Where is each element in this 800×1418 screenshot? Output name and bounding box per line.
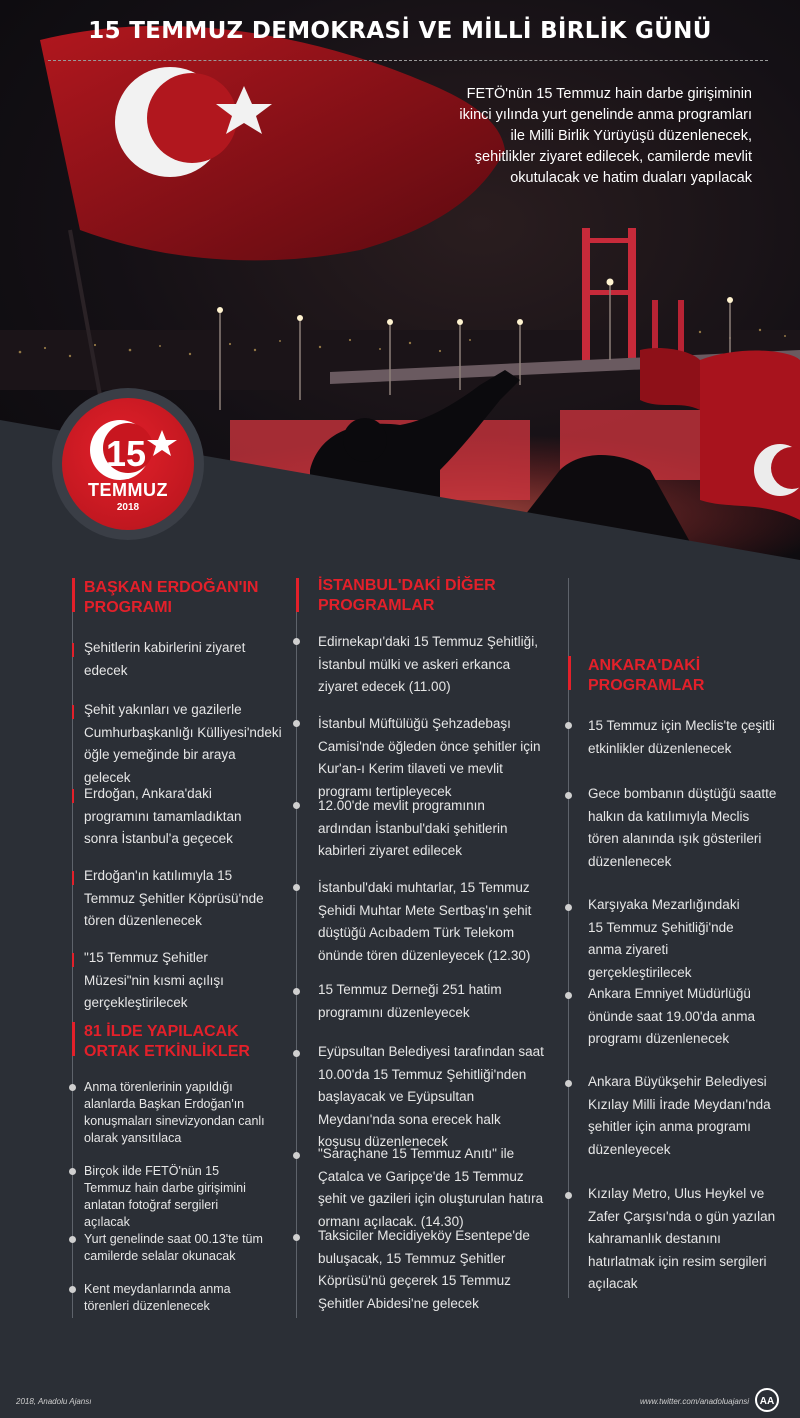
ankara-item-5: Ankara Büyükşehir Belediyesi Kızılay Milli İrade Meydanı'nda şehitler için anma programı düzenleyecek [588, 1074, 771, 1157]
item-marker [72, 643, 74, 657]
istanbul-item-2: İstanbul Müftülüğü Şehzadebaşı Camisi'nde öğleden önce şehitler için Kur'an-ı Kerim tilaveti ve mevlit programı tertipleyecek [318, 716, 541, 799]
item-dot [293, 802, 300, 809]
iller-section-title [84, 1022, 250, 1062]
ankara-section-title [588, 656, 704, 696]
erdogan-item-2: Şehit yakınları ve gazilerle Cumhurbaşkanlığı Külliyesi'ndeki öğle yemeğinde bir araya gelecek [84, 702, 282, 785]
twitter-link[interactable]: www.twitter.com/anadoluajansi [640, 1397, 750, 1406]
iller-item-2: Birçok ilde FETÖ'nün 15 Temmuz hain darbe girişimini anlatan fotoğraf sergileri açılacak [84, 1164, 246, 1229]
section-marker [568, 656, 571, 690]
column-divider-middle [296, 578, 297, 1318]
ankara-item-4: Ankara Emniyet Müdürlüğü önünde saat 19.00'da anma programı düzenlenecek [588, 986, 755, 1046]
badge-number: 15 [105, 433, 147, 474]
item-marker [72, 705, 74, 719]
istanbul-item-6: Eyüpsultan Belediyesi tarafından saat 10.00'da 15 Temmuz Şehitliği'nden başlayacak ve Eyüpsultan Meydanı'nda sona erecek halk koşusu düzenlenecek [318, 1044, 544, 1149]
istanbul-item-3: 12.00'de mevlit programının ardından İstanbul'daki şehitlerin kabirleri ziyaret edilecek [318, 798, 508, 858]
ankara-item-3: Karşıyaka Mezarlığındaki 15 Temmuz Şehitliği'nde anma ziyareti gerçekleştirilecek [588, 897, 740, 980]
istanbul-item-8: Taksiciler Mecidiyeköy Esentepe'de buluşacak, 15 Temmuz Şehitler Köprüsü'nü geçerek 15 Temmuz Şehitler Abidesi'ne gelecek [318, 1228, 530, 1311]
iller-title-line2: ORTAK ETKİNLİKLER [84, 1043, 250, 1060]
istanbul-item-5: 15 Temmuz Derneği 251 hatim programını düzenleyecek [318, 982, 502, 1020]
ankara-item-6: Kızılay Metro, Ulus Heykel ve Zafer Çarşısı'nda o gün yazılan kahramanlık destanını hatırlatmak için resim sergileri açılacak [588, 1186, 776, 1291]
anadolu-logo-icon [752, 1388, 782, 1412]
item-dot [293, 1234, 300, 1241]
item-dot [293, 720, 300, 727]
erdogan-item-1: Şehitlerin kabirlerini ziyaret edecek [84, 640, 246, 678]
istanbul-item-1: Edirnekapı'daki 15 Temmuz Şehitliği, İstanbul mülki ve askeri erkanca ziyaret edecek (11.00) [318, 634, 538, 694]
erdogan-title-line1: BAŞKAN ERDOĞAN'IN [84, 579, 259, 596]
item-dot [293, 1050, 300, 1057]
section-marker [72, 578, 75, 612]
erdogan-section-title [84, 578, 258, 618]
item-dot [293, 638, 300, 645]
page-title: 15 TEMMUZ DEMOKRASİ VE MİLLİ BİRLİK GÜNÜ [88, 18, 712, 44]
copyright-text: 2018, Anadolu Ajansı [16, 1397, 92, 1406]
15-temmuz-badge [52, 388, 204, 540]
ankara-item-1: 15 Temmuz için Meclis'te çeşitli etkinlikler düzenlenecek [588, 718, 775, 756]
erdogan-item-5: "15 Temmuz Şehitler Müzesi"nin kısmi açılışı gerçekleştirilecek [84, 950, 224, 1010]
ankara-title-line2: PROGRAMLAR [588, 677, 705, 694]
item-dot [293, 988, 300, 995]
logo-letters: AA [759, 1396, 775, 1407]
item-dot [69, 1286, 76, 1293]
istanbul-title-line2: PROGRAMLAR [318, 597, 435, 614]
iller-item-4: Kent meydanlarında anma törenleri düzenlenecek [84, 1282, 231, 1313]
item-dot [293, 1152, 300, 1159]
intro-text: FETÖ'nün 15 Temmuz hain darbe girişiminin ikinci yılında yurt genelinde anma programları ile Milli Birlik Yürüyüşü düzenlenecek, şehitlikler ziyaret edilecek, camilerde mevlit okutulacak ve hatim duaları yapılacak [459, 86, 752, 186]
item-dot [565, 904, 572, 911]
section-marker [296, 578, 299, 612]
item-dot [293, 884, 300, 891]
istanbul-item-7: "Saraçhane 15 Temmuz Anıtı" ile Çatalca ve Garipçe'de 15 Temmuz şehit ve gazileri için oluşturulan hatıra ormanı açılacak. (14.30) [318, 1146, 544, 1229]
item-marker [72, 953, 74, 967]
istanbul-item-4: İstanbul'daki muhtarlar, 15 Temmuz Şehidi Muhtar Mete Sertbaş'ın şehit düştüğü Acıbadem Türk Telekom önünde tören düzenleyecek (12.30) [318, 880, 532, 963]
istanbul-title-line1: İSTANBUL'DAKİ DİĞER [318, 577, 496, 594]
erdogan-item-4: Erdoğan'ın katılımıyla 15 Temmuz Şehitler Köprüsü'nde tören düzenlenecek [84, 868, 264, 928]
erdogan-title-line2: PROGRAMI [84, 599, 172, 616]
item-marker [72, 789, 74, 803]
item-dot [565, 992, 572, 999]
erdogan-item-3: Erdoğan, Ankara'daki programını tamamladıktan sonra İstanbul'a geçecek [84, 786, 242, 846]
ankara-item-2: Gece bombanın düştüğü saatte halkın da katılımıyla Meclis tören alanında ışık gösterileri düzenlenecek [588, 786, 777, 869]
item-dot [69, 1084, 76, 1091]
badge-logo [62, 398, 194, 530]
item-dot [565, 1192, 572, 1199]
section-marker [72, 1022, 75, 1056]
title-divider [48, 60, 768, 61]
iller-title-line1: 81 İLDE YAPILACAK [84, 1023, 239, 1040]
item-dot [565, 792, 572, 799]
item-dot [565, 1080, 572, 1087]
crescent-star-icon [62, 398, 194, 488]
ankara-title-line1: ANKARA'DAKİ [588, 657, 701, 674]
item-dot [69, 1168, 76, 1175]
item-marker [72, 871, 74, 885]
item-dot [565, 722, 572, 729]
item-dot [69, 1236, 76, 1243]
iller-item-3: Yurt genelinde saat 00.13'te tüm camilerde selalar okunacak [84, 1232, 263, 1263]
badge-word: TEMMUZ [88, 480, 168, 500]
istanbul-section-title [318, 576, 496, 616]
iller-item-1: Anma törenlerinin yapıldığı alanlarda Başkan Erdoğan'ın konuşmaları sinevizyondan canlı olarak yansıtılaca [84, 1080, 265, 1145]
badge-year: 2018 [116, 502, 140, 513]
